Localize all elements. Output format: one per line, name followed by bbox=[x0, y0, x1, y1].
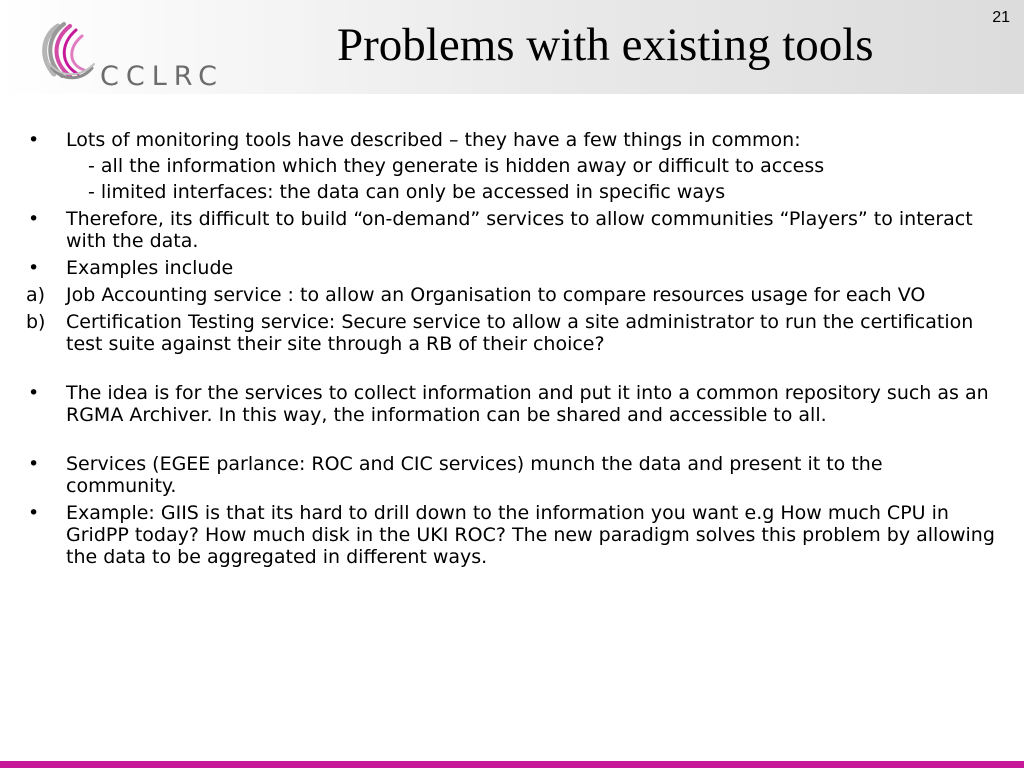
sub-item-text: - all the information which they generate is hidden away or difficult to access bbox=[88, 155, 825, 177]
bullet-marker: • bbox=[28, 502, 40, 524]
list-item-text: Certification Testing service: Secure service to allow a site administrator to run the certification test suite against their site through a RB of their choice? bbox=[66, 311, 974, 355]
slide-content bbox=[26, 129, 996, 573]
list-item bbox=[26, 284, 996, 306]
list-item-text: Therefore, its difficult to build “on-demand” services to allow communities “Players” to interact with the data. bbox=[66, 208, 973, 252]
list-item-text: Examples include bbox=[66, 257, 234, 279]
list-item bbox=[26, 453, 996, 497]
cclrc-swirl-icon bbox=[36, 18, 100, 88]
list-item-text: Services (EGEE parlance: ROC and CIC services) munch the data and present it to the community. bbox=[66, 453, 883, 497]
list-item-text: Lots of monitoring tools have described – they have a few things in common: bbox=[66, 129, 801, 151]
list-item bbox=[26, 382, 996, 426]
list-item bbox=[26, 502, 996, 568]
list-item bbox=[26, 208, 996, 252]
sub-item-text: - limited interfaces: the data can only be accessed in specific ways bbox=[88, 181, 726, 203]
bullet-marker: • bbox=[28, 129, 40, 151]
bullet-marker: • bbox=[28, 382, 40, 404]
list-item bbox=[26, 311, 996, 355]
letter-marker: a) bbox=[26, 284, 46, 306]
bullet-marker: • bbox=[28, 208, 40, 230]
list-item-text: Job Accounting service : to allow an Organisation to compare resources usage for each VO bbox=[66, 284, 926, 306]
slide-number: 21 bbox=[992, 9, 1010, 26]
list-item bbox=[26, 257, 996, 279]
list-item bbox=[26, 129, 996, 151]
bullet-marker: • bbox=[28, 453, 40, 475]
letter-marker: b) bbox=[26, 311, 46, 333]
cclrc-logo bbox=[36, 18, 246, 92]
list-item-text: The idea is for the services to collect information and put it into a common repository such as an RGMA Archiver. In this way, the information can be shared and accessible to all. bbox=[66, 382, 989, 426]
logo-text: CCLRC bbox=[100, 61, 225, 92]
spacer bbox=[26, 431, 996, 453]
footer-accent-bar bbox=[0, 761, 1024, 768]
spacer bbox=[26, 360, 996, 382]
bullet-marker: • bbox=[28, 257, 40, 279]
slide-header bbox=[0, 0, 1024, 94]
slide-title: Problems with existing tools bbox=[337, 19, 874, 71]
list-item-text: Example: GIIS is that its hard to drill down to the information you want e.g How much CPU in GridPP today? How much disk in the UKI ROC? The new paradigm solves this problem by allowing the data to be aggregated in different ways. bbox=[66, 502, 995, 568]
